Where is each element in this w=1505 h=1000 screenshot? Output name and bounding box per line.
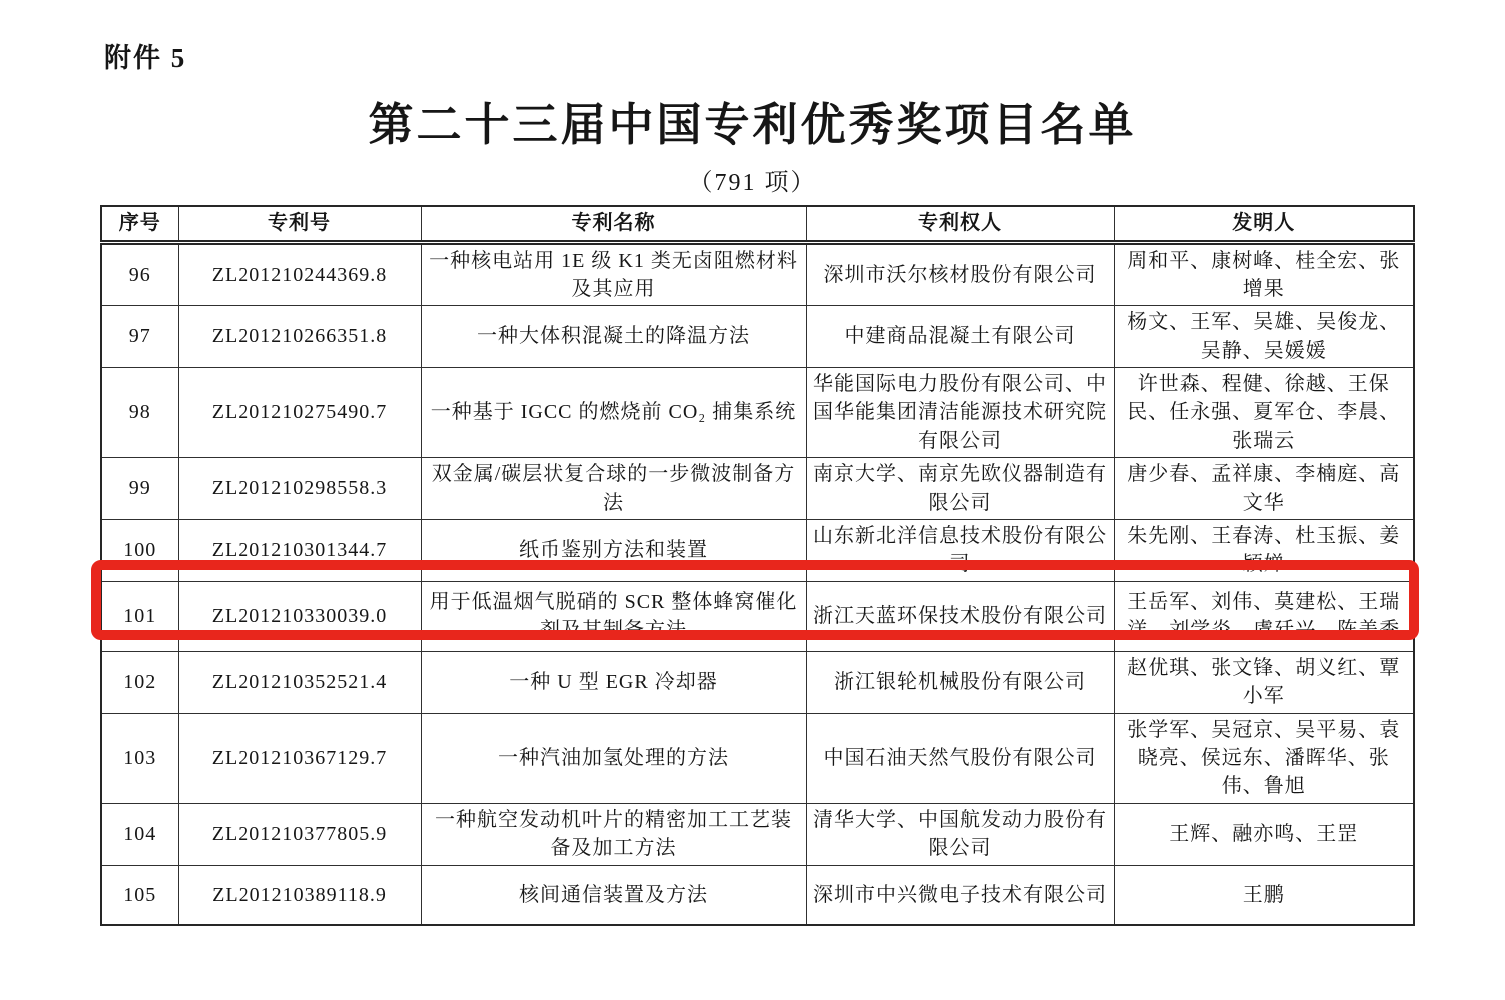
table-row bbox=[101, 242, 1414, 306]
header-patent-number: 专利号 bbox=[178, 206, 421, 242]
page-subtitle: （791 项） bbox=[688, 170, 817, 196]
cell-inventors: 唐少春、孟祥康、李楠庭、高文华 bbox=[1114, 458, 1414, 520]
cell-patent-name: 一种大体积混凝土的降温方法 bbox=[421, 306, 806, 368]
cell-patent-owner: 中建商品混凝土有限公司 bbox=[806, 306, 1114, 368]
cell-patent-number: ZL201210301344.7 bbox=[178, 520, 421, 582]
cell-serial-number: 105 bbox=[101, 865, 178, 925]
cell-serial-number: 96 bbox=[101, 242, 178, 306]
table-row bbox=[101, 306, 1414, 368]
cell-patent-number: ZL201210377805.9 bbox=[178, 803, 421, 865]
cell-patent-number: ZL201210298558.3 bbox=[178, 458, 421, 520]
cell-patent-owner: 深圳市沃尔核材股份有限公司 bbox=[806, 242, 1114, 306]
cell-patent-owner: 浙江银轮机械股份有限公司 bbox=[806, 651, 1114, 713]
cell-inventors: 赵优琪、张文锋、胡义红、覃小军 bbox=[1114, 651, 1414, 713]
cell-patent-number: ZL201210330039.0 bbox=[178, 581, 421, 651]
cell-inventors: 周和平、康树峰、桂全宏、张增果 bbox=[1114, 242, 1414, 306]
cell-serial-number: 99 bbox=[101, 458, 178, 520]
cell-patent-number: ZL201210266351.8 bbox=[178, 306, 421, 368]
cell-serial-number: 97 bbox=[101, 306, 178, 368]
cell-serial-number: 101 bbox=[101, 581, 178, 651]
table-row bbox=[101, 713, 1414, 803]
cell-patent-owner: 山东新北洋信息技术股份有限公司 bbox=[806, 520, 1114, 582]
cell-serial-number: 98 bbox=[101, 368, 178, 458]
cell-patent-name: 一种航空发动机叶片的精密加工工艺装备及加工方法 bbox=[421, 803, 806, 865]
cell-patent-owner: 清华大学、中国航发动力股份有限公司 bbox=[806, 803, 1114, 865]
cell-patent-name: 一种 U 型 EGR 冷却器 bbox=[421, 651, 806, 713]
cell-inventors: 许世森、程健、徐越、王保民、任永强、夏军仓、李晨、张瑞云 bbox=[1114, 368, 1414, 458]
cell-patent-name: 用于低温烟气脱硝的 SCR 整体蜂窝催化剂及其制备方法 bbox=[421, 581, 806, 651]
attachment-label: 附件 5 bbox=[104, 43, 187, 73]
cell-patent-owner: 中国石油天然气股份有限公司 bbox=[806, 713, 1114, 803]
table-row-highlighted bbox=[101, 581, 1414, 651]
cell-serial-number: 103 bbox=[101, 713, 178, 803]
cell-patent-number: ZL201210275490.7 bbox=[178, 368, 421, 458]
cell-patent-number: ZL201210352521.4 bbox=[178, 651, 421, 713]
cell-serial-number: 100 bbox=[101, 520, 178, 582]
cell-patent-name: 纸币鉴别方法和装置 bbox=[421, 520, 806, 582]
table-row bbox=[101, 368, 1414, 458]
cell-patent-name: 双金属/碳层状复合球的一步微波制备方法 bbox=[421, 458, 806, 520]
cell-patent-owner: 南京大学、南京先欧仪器制造有限公司 bbox=[806, 458, 1114, 520]
cell-patent-number: ZL201210244369.8 bbox=[178, 242, 421, 306]
page-title: 第二十三届中国专利优秀奖项目名单 bbox=[368, 100, 1137, 150]
table-row bbox=[101, 651, 1414, 713]
cell-inventors: 王辉、融亦鸣、王罡 bbox=[1114, 803, 1414, 865]
cell-patent-owner: 深圳市中兴微电子技术有限公司 bbox=[806, 865, 1114, 925]
cell-patent-owner: 浙江天蓝环保技术股份有限公司 bbox=[806, 581, 1114, 651]
header-inventors: 发明人 bbox=[1114, 206, 1414, 242]
cell-serial-number: 102 bbox=[101, 651, 178, 713]
cell-inventors: 杨文、王军、吴雄、吴俊龙、吴静、吴媛媛 bbox=[1114, 306, 1414, 368]
table-row bbox=[101, 865, 1414, 925]
cell-patent-name: 一种基于 IGCC 的燃烧前 CO₂ 捕集系统 bbox=[421, 368, 806, 458]
cell-inventors: 朱先刚、王春涛、杜玉振、姜颖婵 bbox=[1114, 520, 1414, 582]
table-header-row bbox=[101, 206, 1414, 242]
header-patent-name: 专利名称 bbox=[421, 206, 806, 242]
cell-inventors: 王岳军、刘伟、莫建松、王瑞洋、刘学炎、虞廷兴、陈美秀 bbox=[1114, 581, 1414, 651]
header-serial-number: 序号 bbox=[101, 206, 178, 242]
cell-inventors: 张学军、吴冠京、吴平易、袁晓亮、侯远东、潘晖华、张伟、鲁旭 bbox=[1114, 713, 1414, 803]
table-header bbox=[101, 206, 1414, 242]
table-row bbox=[101, 458, 1414, 520]
cell-patent-owner: 华能国际电力股份有限公司、中国华能集团清洁能源技术研究院有限公司 bbox=[806, 368, 1114, 458]
header-patent-owner: 专利权人 bbox=[806, 206, 1114, 242]
table-row bbox=[101, 803, 1414, 865]
patent-award-table bbox=[100, 205, 1415, 926]
cell-patent-number: ZL201210389118.9 bbox=[178, 865, 421, 925]
table-row bbox=[101, 520, 1414, 582]
cell-serial-number: 104 bbox=[101, 803, 178, 865]
table-body bbox=[101, 242, 1414, 925]
cell-patent-name: 核间通信装置及方法 bbox=[421, 865, 806, 925]
cell-patent-name: 一种汽油加氢处理的方法 bbox=[421, 713, 806, 803]
cell-patent-number: ZL201210367129.7 bbox=[178, 713, 421, 803]
cell-patent-name: 一种核电站用 1E 级 K1 类无卤阻燃材料及其应用 bbox=[421, 242, 806, 306]
cell-inventors: 王鹏 bbox=[1114, 865, 1414, 925]
